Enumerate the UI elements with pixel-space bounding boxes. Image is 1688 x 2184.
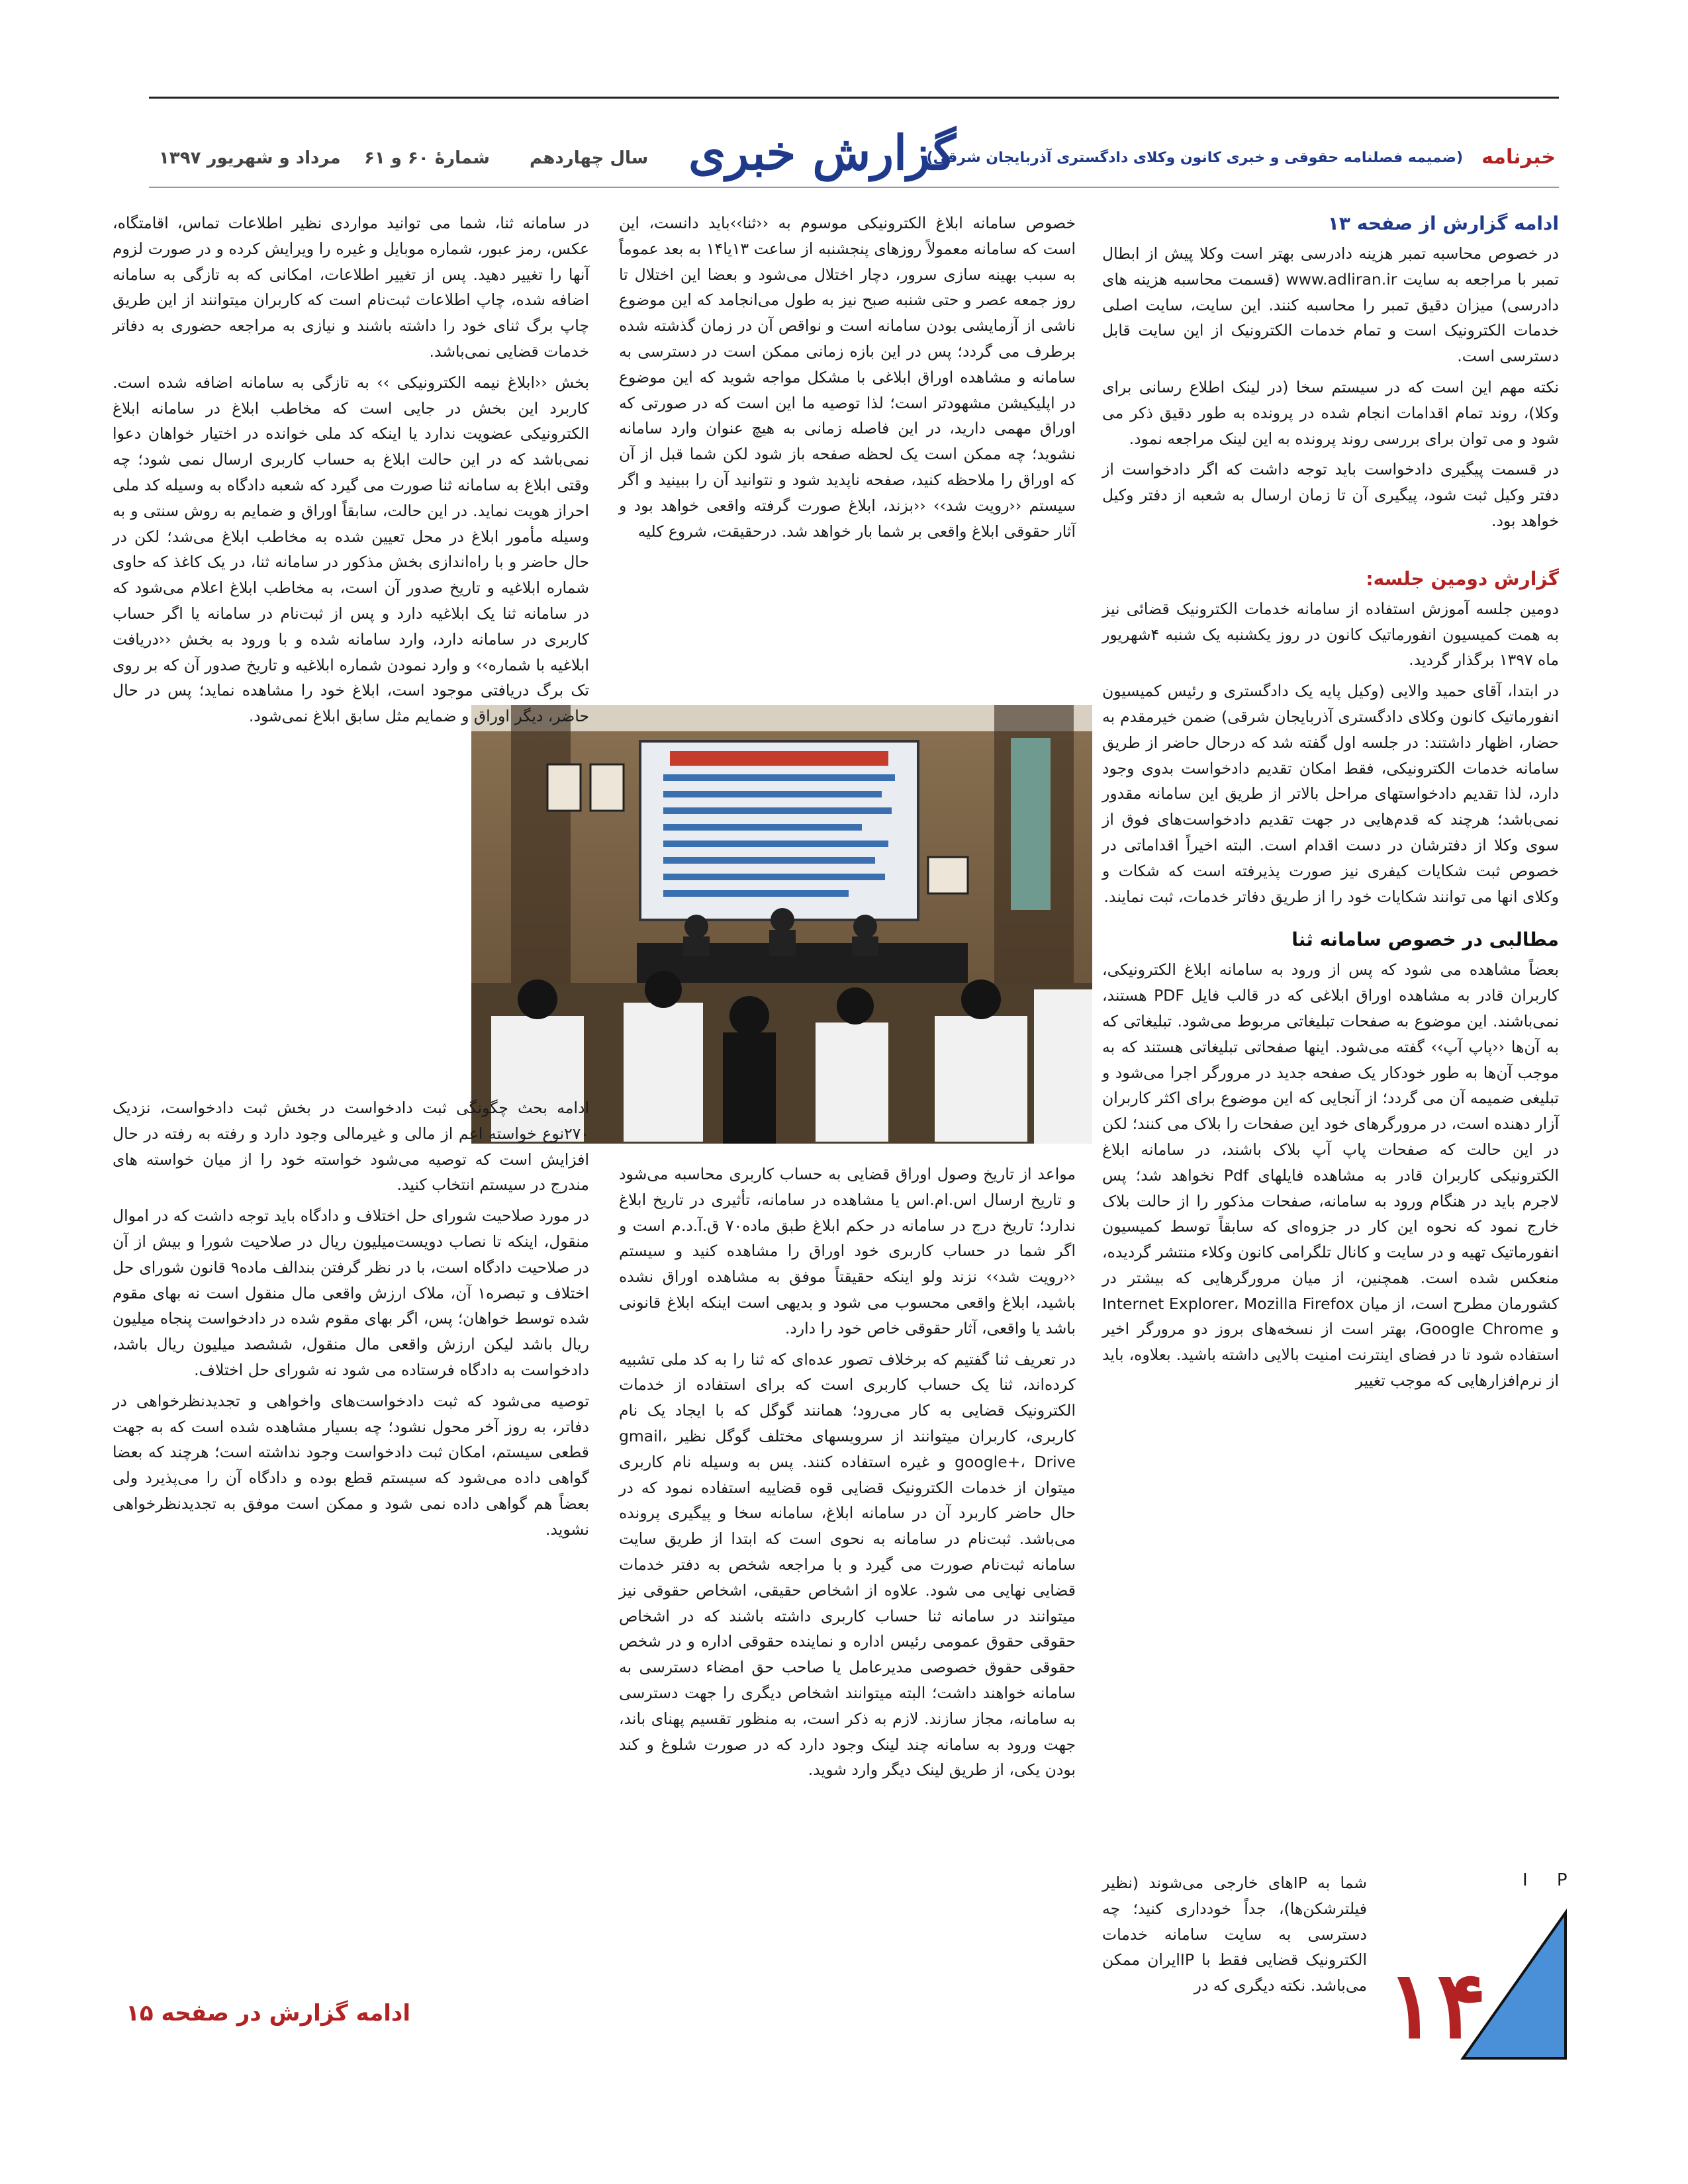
middle-column-bottom	[619, 1161, 1076, 1788]
paragraph: در سامانه ثنا، شما می توانید مواردی نظیر اطلاعات تماس، اقامتگاه، عکس، رمز عبور، شماره موبایل و غیره را ویرایش کرده و در صورت لزوم آنها را تغییر دهید. پس از تغییر اطلاعات، امکانی که به تازگی به سامانه اضافه شده، چاپ اطلاعات ثبت‌نام است که کاربران میتوانند از این طریق چاپ برگ ثنای خود را داشته باشند و نیازی به مراجعه حضوری به دفاتر خدمات قضایی نمی‌باشد.	[113, 214, 589, 361]
left-column-top	[113, 210, 589, 735]
continued-from-heading: ادامه گزارش از صفحه ۱۳	[1327, 212, 1559, 234]
second-session-heading: گزارش دومین جلسه:	[1366, 567, 1559, 590]
issue-number: شمارهٔ ۶۰ و ۶۱	[364, 148, 490, 168]
paragraph: ادامه بحث چگونگی ثبت دادخواست در بخش ثبت دادخواست، نزدیک ۲۷۰نوع خواسته اعم از مالی و غیرمالی وجود دارد و رفته به رفته در حال افزایش است که توصیه می‌شود خواسته خود را از میان خواسته های مندرج در سیستم انتخاب کنید.	[113, 1099, 589, 1195]
continued-footer: ادامه گزارش در صفحه ۱۵	[126, 2000, 410, 2026]
middle-column-top: خصوص سامانه ابلاغ الکترونیکی موسوم به ‹‹ثنا››باید دانست، این است که سامانه معمولاً روزهای پنجشنبه از ساعت ۱۳یا۱۴ به بعد عموماً به سبب بهینه سازی سرور، دچار اختلال می‌شود و بعضا این اختلال تا روز جمعه عصر و حتی شنبه صبح نیز به طول می‌انجامد که این موضوع ناشی از آزمایشی بودن سامانه است و نواقص آن در زمان گذشته شده برطرف می گردد؛ پس در این بازه زمانی ممکن است در دسترسی به سامانه و مشاهده اوراق ابلاغی با مشکل مواجه شوید که این موضوع در اپلیکیشن مشهودتر است؛ لذا توصیه ما این است که در صورتی که اوراق مهمی دارید، در این فاصله زمانی به هیچ عنوان وارد سامانه نشوید؛ چه ممکن است یک لحظه صفحه باز شود لکن شما قبل از آن که اوراق را ملاحظه کنید، صفحه ناپدید شود و نتوانید آن را ببینید و اگر سیستم ‹‹رویت شد›› ‹‹بزند، ابلاغ صورت گرفته واقعی خواهد بود و آثار حقوقی ابلاغ واقعی بر شما بار خواهد شد. درحقیقت، شروع کلیه	[619, 214, 1076, 541]
section-name: خبرنامه	[1481, 146, 1556, 169]
header-rule	[149, 187, 1559, 188]
paragraph: دومین جلسه آموزش استفاده از سامانه خدمات الکترونیک قضائی نیز به همت کمیسیون انفورماتیک کانون در روز یکشنبه یک شنبه ۴شهریور ماه ۱۳۹۷ برگذار گردید.	[1102, 599, 1559, 670]
page-number: ۱۴	[1387, 1951, 1487, 2060]
paragraph: در خصوص محاسبه تمبر هزینه دادرسی بهتر است وکلا پیش از ابطال تمبر با مراجعه به سایت www.adliran.ir (قسمت محاسبه هزینه های دادرسی) میزان دقیق تمبر را محاسبه کنند. این سایت، سایت اصلی خدمات الکترونیک است و تمام خدمات الکترونیک از این سایت قابل دسترسی است.	[1102, 244, 1560, 366]
paragraph: توصیه می‌شود که ثبت دادخواست‌های واخواهی و تجدیدنظرخواهی در دفاتر، به روز آخر محول نشود؛ چه بسیار مشاهده شده است که به جهت قطعی سیستم، امکان ثبت دادخواست وجود نداشته است؛ هرچند که بعضا گواهی داده می‌شود که سیستم قطع بوده و دادگاه آن را می‌پذیرد ولی بعضاً هم گواهی داده نمی شود و ممکن است موفق به تجدیدنظرخواهی نشوید.	[113, 1391, 589, 1539]
paragraph: در مورد صلاحیت شورای حل اختلاف و دادگاه باید توجه داشت که در اموال منقول، اینکه تا نصاب دویست‌میلیون ریال در صلاحیت شورا و بیش از آن در صلاحیت دادگاه است، با در نظر گرفتن بندالف ماده۹ قانون شورای حل اختلاف و تبصره۱ آن، ملاک ارزش واقعی مال منقول است نه بهای مقوم شده توسط خواهان؛ پس، اگر بهای مقوم شده در دادخواست پنجاه میلیون ریال باشد لیکن ارزش واقعی مال منقول، ششصد میلیون ریال باشد، دادخواست به دادگاه فرستاده می شود نه شورای حل اختلاف.	[113, 1206, 590, 1379]
year: سال چهاردهم	[530, 148, 649, 168]
subtitle: (ضمیمه فصلنامه حقوقی و خبری کانون وکلای دادگستری آذربایجان شرقی)	[926, 150, 1463, 166]
paragraph: بخش ‹‹ابلاغ نیمه الکترونیکی ›› به تازگی به سامانه اضافه شده است. کاربرد این بخش در جایی است که مخاطب ابلاغ در سامانه ابلاغ الکترونیکی عضویت ندارد یا اینکه کد ملی خوانده در اختیار خواهان دعوا نمی‌باشد که در این حالت ابلاغ به حساب کاربری ارسال نمی شود؛ چه وقتی ابلاغ به سامانه ثنا صورت می گیرد که شعبه دادگاه به وسیله کد ملی احراز هویت نماید. در این حالت، سابقاً اوراق و ضمایم به روش سنتی و به وسیله مأمور ابلاغ در محل تعیین شده به مخاطب ابلاغ می‌شد؛ لکن در حال حاضر و با راه‌اندازی بخش مذکور در سامانه ثنا، در یک کاغذ که حاوی شماره ابلاغیه و تاریخ صدور آن است، به مخاطب ابلاغ اعلام می‌شود که در سامانه ثنا یک ابلاغیه دارد و پس از ثبت‌نام در سامانه یا اگر حساب کاربری در سامانه دارد، وارد سامانه شده و با ورود به بخش ‹‹دریافت ابلاغیه با شماره›› و وارد نمودن شماره ابلاغیه و تاریخ صدور آن که بر روی تک برگ دریافتی موجود است، ابلاغ خود را مشاهده نماید؛ پس در حال حاضر، دیگر اوراق و ضمایم مثل سابق ابلاغ نمی‌شود.	[113, 373, 589, 726]
right-column	[1102, 210, 1559, 1399]
paragraph: نکته مهم این است که در سیستم سخا (در لینک اطلاع رسانی برای وکلا)، روند تمام اقدامات انجام شده در پرونده به طور دقیق ذکر می شود و می توان برای بررسی روند پرونده به این لینک مراجعه نمود.	[1102, 377, 1559, 448]
left-column-lower	[113, 1095, 589, 1548]
paragraph: بعضاً مشاهده می شود که پس از ورود به سامانه ابلاغ الکترونیکی، کاربران قادر به مشاهده اوراق ابلاغی که در قالب فایل PDF هستند، نمی‌باشند. این موضوع به صفحات تبلیغاتی مربوط می‌شود. تبلیغاتی که به آن‌ها ‹‹پاپ آپ›› گفته می‌شود. اینها صفحاتی تبلیغاتی هستند که به موجب آن‌ها به طور خودکار یک صفحه جدید در مرورگر اجرا می‌شود و تبلیغی ضمیمه آن می گردد؛ از آنجایی که این موضوع برای اکثر کاربران آزار دهنده است، در مرورگرهای خود این صفحات را بلاک می کنند؛ لکن در این حالت که صفحات پاپ آپ بلاک باشند، در سامانه ابلاغ الکترونیکی کاربران قادر به مشاهده فایلهای Pdf نخواهد شد؛ پس لاجرم باید در هنگام ورود به سامانه، صفحات مذکور را از حالت بلاک خارج نمود که نحوه این کار در جزوه‌ای که سابقاً توسط کمیسیون انفورماتیک تهیه و در سایت و کانال تلگرامی کانون وکلاء منتشر گردیده، منعکس شده است. همچنین، از میان مرورگرهایی که بیشتر در کشورمان مطرح است، از میان Internet Explorer، Mozilla Firefox و Google Chrome، بهتر است از نسخه‌های بروز دو مرورگر اخیر استفاده شود تا در فضای اینترنت امنیت بالایی داشته باشید. بعلاوه، باید از نرم‌افزارهایی که موجب تغییر	[1102, 960, 1560, 1390]
top-rule	[149, 97, 1559, 99]
tail-paragraph: شما به IPهای خارجی می‌شوند (نظیر فیلترشکن‌ها)، جداً خودداری کنید؛ چه دسترسی به سایت سامانه خدمات الکترونیک قضایی فقط با IPایران ممکن می‌باشد. نکته دیگری که در	[1102, 1874, 1367, 1995]
paragraph: در تعریف ثنا گفتیم که برخلاف تصور عده‌ای که ثنا را به کد ملی تشبیه کرده‌اند، ثنا یک حساب کاربری است که برای استفاده از خدمات الکترونیک قضایی به کار می‌رود؛ همانند گوگل که با ایجاد یک نام کاربری، کاربران میتوانند از سرویسهای مختلف گوگل نظیر gmail، google+، Drive و غیره استفاده کنند. پس به وسیله نام کاربری میتوان از خدمات الکترونیک قضایی قوه قضاییه استفاده نمود که در حال حاضر کاربرد آن در سامانه ابلاغ، سامانه سخا و پیگیری پرونده می‌باشد. ثبت‌نام در سامانه به نحوی است که ابتدا از طریق سایت سامانه ثبت‌نام صورت می گیرد و با مراجعه شخص به دفتر خدمات قضایی نهایی می شود. علاوه از اشخاص حقیقی، اشخاص حقوقی نیز میتوانند در سامانه ثنا حساب کاربری داشته باشند که در اشخاص حقوقی حقوق عمومی رئیس اداره و نماینده حقوقی اداره و در شخص حقوقی حقوق خصوصی مدیرعامل یا صاحب حق امضاء دسترسی به سامانه خواهند داشت؛ البته میتوانند اشخاص دیگری را جهت دسترسی به سامانه، مجاز سازند. لازم به ذکر است، به منظور تقسیم پهنای باند، جهت ورود به سامانه چند لینک وجود دارد که در صورت شلوغ و کند بودن یکی، از طریق لینک دیگر وارد شوید.	[619, 1349, 1076, 1780]
issue-date: مرداد و شهریور ۱۳۹۷	[159, 148, 341, 168]
seminar-photo	[471, 705, 1092, 1144]
ip-label: I P	[1523, 1870, 1579, 1890]
paragraph: در ابتدا، آقای حمید والایی (وکیل پایه یک دادگستری و رئیس کمیسیون انفورماتیک کانون وکلای دادگستری آذربایجان شرقی) ضمن خیرمقدم به حضار، اظهار داشتند: در جلسه اول گفته شد که درحال حاضر از طریق سامانه خدمات الکترونیکی، فقط امکان تقدیم دادخواست بدوی وجود دارد، لذا تقدیم دادخواستهای مراحل بالاتر از طریق این سامانه مقدور نمی‌باشد؛ هرچند که قدم‌هایی در جهت تقدیم دادخواست‌های فوق از سوی وکلا از دفترشان در دست اقدام است. البته اخیراً اقداماتی در خصوص ثبت شکایات کیفری نیز صورت پذیرفته است که شکات و وکلای انها می توانند شکایات خود را از طریق دفاتر خدمات، ثبت نمایند.	[1102, 682, 1559, 906]
paragraph: در قسمت پیگیری دادخواست باید توجه داشت که اگر دادخواست از دفتر وکیل ثبت شود، پیگیری آن تا زمان ارسال به شعبه از دفتر وکیل خواهد بود.	[1102, 460, 1559, 530]
seminar-photo-illustration	[471, 705, 1092, 1144]
paragraph: مواعد از تاریخ وصول اوراق قضایی به حساب کاربری محاسبه می‌شود و تاریخ ارسال اس.ام.اس یا مشاهده در سامانه، تأثیری در تاریخ ابلاغ ندارد؛ تاریخ درج در سامانه در حکم ابلاغ طبق ماده۷۰ ق.آ.د.م است و اگر شما در حساب کاربری خود اوراق را مشاهده کنید و سیستم ‹‹رویت شد›› نزند ولو اینکه حقیقتاً موفق به مشاهده اوراق نشده باشید، ابلاغ واقعی محسوب می شود و بدیهی است اینکه ابلاغ قانونی باشد یا واقعی، آثار حقوقی خاص خود را دارد.	[619, 1165, 1076, 1338]
masthead-title: گزارش خبری	[688, 124, 957, 181]
sana-heading: مطالبی در خصوص سامانه ثنا	[1291, 929, 1559, 951]
